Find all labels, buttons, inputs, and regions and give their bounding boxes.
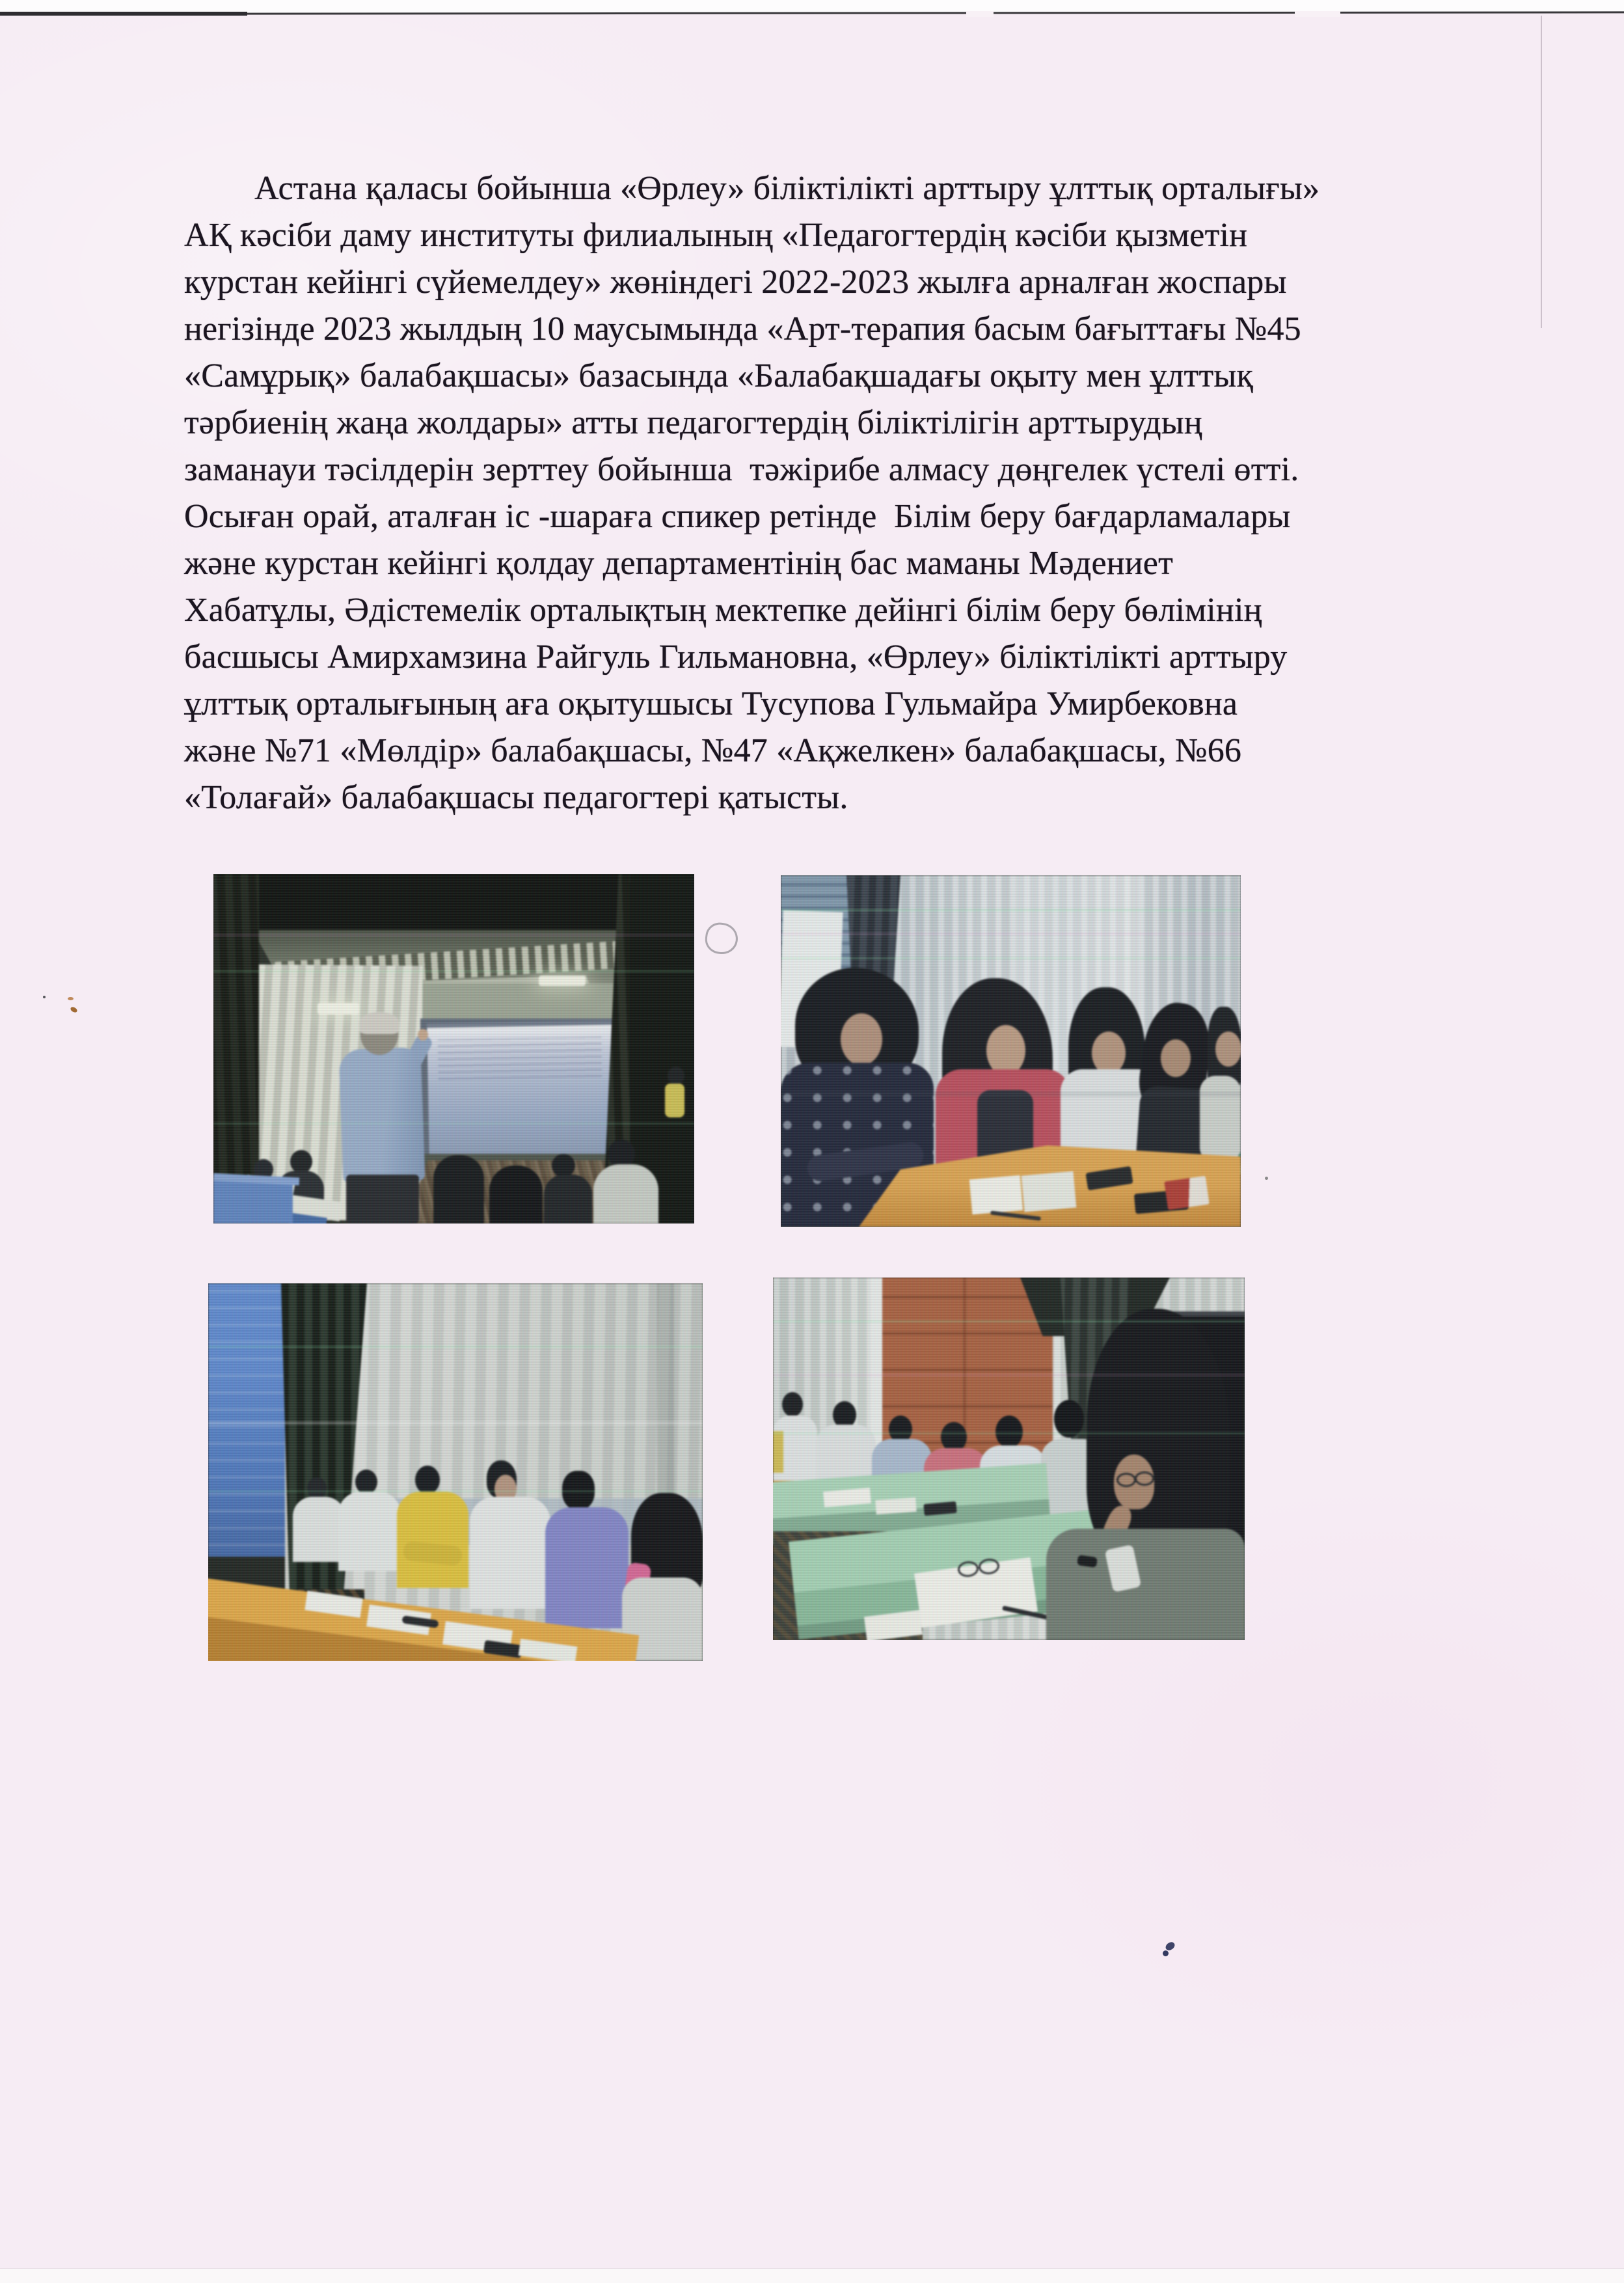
attendee-silhouette [489, 1166, 543, 1224]
photo-scene [773, 1278, 1245, 1640]
scan-streak [781, 909, 1241, 911]
scanner-top-line-gap [966, 11, 994, 17]
attendee-head [290, 1150, 312, 1173]
attendee-yellow-shirt [665, 1084, 684, 1117]
notebook-page [1022, 1171, 1077, 1212]
photo-scene [781, 875, 1241, 1227]
scan-streak [781, 933, 1241, 935]
paragraph-line: Хабатұлы, Әдістемелік орталықтың мектепке дейінгі білім беру бөлімінің [184, 592, 1262, 629]
paragraph-line: курстан кейінгі сүйемелдеу» жөніндегі 2022-2023 жылға арналған жоспары [184, 264, 1287, 301]
paragraph-line: басшысы Амирхамзина Райгуль Гильмановна, «Өрлеу» біліктілікті арттыру [184, 638, 1288, 676]
scan-streak [213, 934, 694, 936]
blue-table-corner [213, 1180, 293, 1224]
glasses-lens [1116, 1473, 1136, 1487]
scan-streak [208, 1421, 703, 1425]
paragraph-line: және №71 «Мөлдір» балабақшасы, №47 «Ақжелкен» балабақшасы, №66 [184, 732, 1242, 769]
scanner-top-line-gap [1295, 11, 1340, 17]
ceiling-light [539, 976, 586, 986]
scan-streak [213, 970, 694, 972]
person1-white-shirt [293, 1497, 345, 1562]
paragraph-line: «Самұрық» балабақшасы» базасында «Балабақшадағы оқыту мен ұлттық [184, 357, 1253, 394]
left-dark-curtain [213, 874, 259, 1224]
scanner-top-line-thick-left [0, 12, 247, 16]
pen-circle-mark [703, 921, 740, 956]
ceiling-light [318, 1003, 359, 1015]
scanner-bottom-white-edge [0, 2269, 1624, 2283]
paragraph-line: Астана қаласы бойынша «Өрлеу» біліктілікті арттыру ұлттық орталығы» [254, 170, 1320, 207]
scan-streak [208, 1346, 703, 1348]
paragraph-line: АҚ кәсіби даму институты филиалының «Педагогтердің кәсіби қызметін [184, 217, 1248, 254]
personA-head [782, 1392, 803, 1417]
photo-green-tables-piano [773, 1278, 1245, 1640]
scan-streak [773, 1374, 1245, 1376]
person2-white-shirt [338, 1492, 401, 1571]
paper-speck [1265, 1177, 1268, 1180]
paragraph-line: «Толағай» балабақшасы педагогтері қатысты. [184, 779, 848, 816]
scan-streak [773, 1432, 1245, 1434]
notebook-page [969, 1175, 1023, 1215]
presenter-grey-hair [359, 1012, 399, 1034]
paper-speck [68, 997, 74, 1000]
paragraph-line: ұлттық орталығының аға оқытушысы Тусупова Гульмайра Умирбековна [184, 685, 1238, 722]
foreground-woman-cardigan [1046, 1529, 1245, 1640]
personA-yellow-sleeve [773, 1431, 783, 1473]
glasses-lens [1135, 1471, 1154, 1486]
woman3-face [1092, 1032, 1126, 1074]
personE-head [995, 1415, 1023, 1448]
red-white-card [1164, 1176, 1210, 1210]
woman5-face [1215, 1032, 1241, 1067]
photo-scene [208, 1283, 703, 1661]
body-text [184, 165, 1482, 821]
scan-streak [781, 1091, 1241, 1097]
person1-head [307, 1477, 327, 1499]
presenter-hand [418, 1029, 428, 1041]
paragraph-line: және курстан кейінгі қолдау департаментінің бас маманы Мәдениет [184, 545, 1173, 582]
attendee-head [668, 1067, 684, 1085]
paper-fold-line [1541, 16, 1542, 328]
paper-speck [70, 1006, 78, 1014]
slide-text-lines [437, 1037, 602, 1080]
person4-white-blouse [470, 1497, 550, 1609]
photo-five-women-orange-table [781, 875, 1241, 1227]
paragraph-line: заманауи тәсілдерін зерттеу бойынша тәжірибе алмасу дөңгелек үстелі өтті. [184, 451, 1299, 488]
photo-scene [213, 874, 694, 1224]
attendee-silhouette [433, 1155, 484, 1224]
photo-presenter-projector-screen [213, 874, 694, 1224]
person5-periwinkle-shirt [545, 1507, 629, 1628]
presenter-trousers [346, 1175, 419, 1224]
paragraph-line: негізінде 2023 жылдың 10 маусымында «Арт-терапия басым бағыттағы №45 [184, 310, 1301, 348]
paper-sheet [875, 1497, 916, 1514]
person3-yellow-shirt [397, 1492, 468, 1588]
photo-row-long-orange-table [208, 1283, 703, 1661]
woman4-face [1161, 1039, 1191, 1077]
woman2-face [986, 1025, 1025, 1076]
paragraph-line: Осыған орай, аталған іс -шараға спикер ретінде Білім беру бағдарламалары [184, 498, 1291, 535]
attendee-body [544, 1175, 592, 1224]
attendee-light-shirt [593, 1164, 658, 1224]
scan-streak [213, 1123, 694, 1125]
woman1-face [841, 1013, 882, 1065]
ink-spot [1163, 1950, 1169, 1956]
scan-streak [208, 1490, 703, 1492]
paper-speck [43, 996, 46, 998]
scan-streak [773, 1320, 1245, 1322]
presenter-shirt [338, 1047, 425, 1183]
scan-streak [781, 957, 1241, 959]
paragraph-line: тәрбиенің жаңа жолдары» атты педагогтердің біліктілігін арттырудың [184, 404, 1202, 441]
attendee-head [552, 1154, 575, 1177]
woman5-light-top [1200, 1076, 1241, 1163]
